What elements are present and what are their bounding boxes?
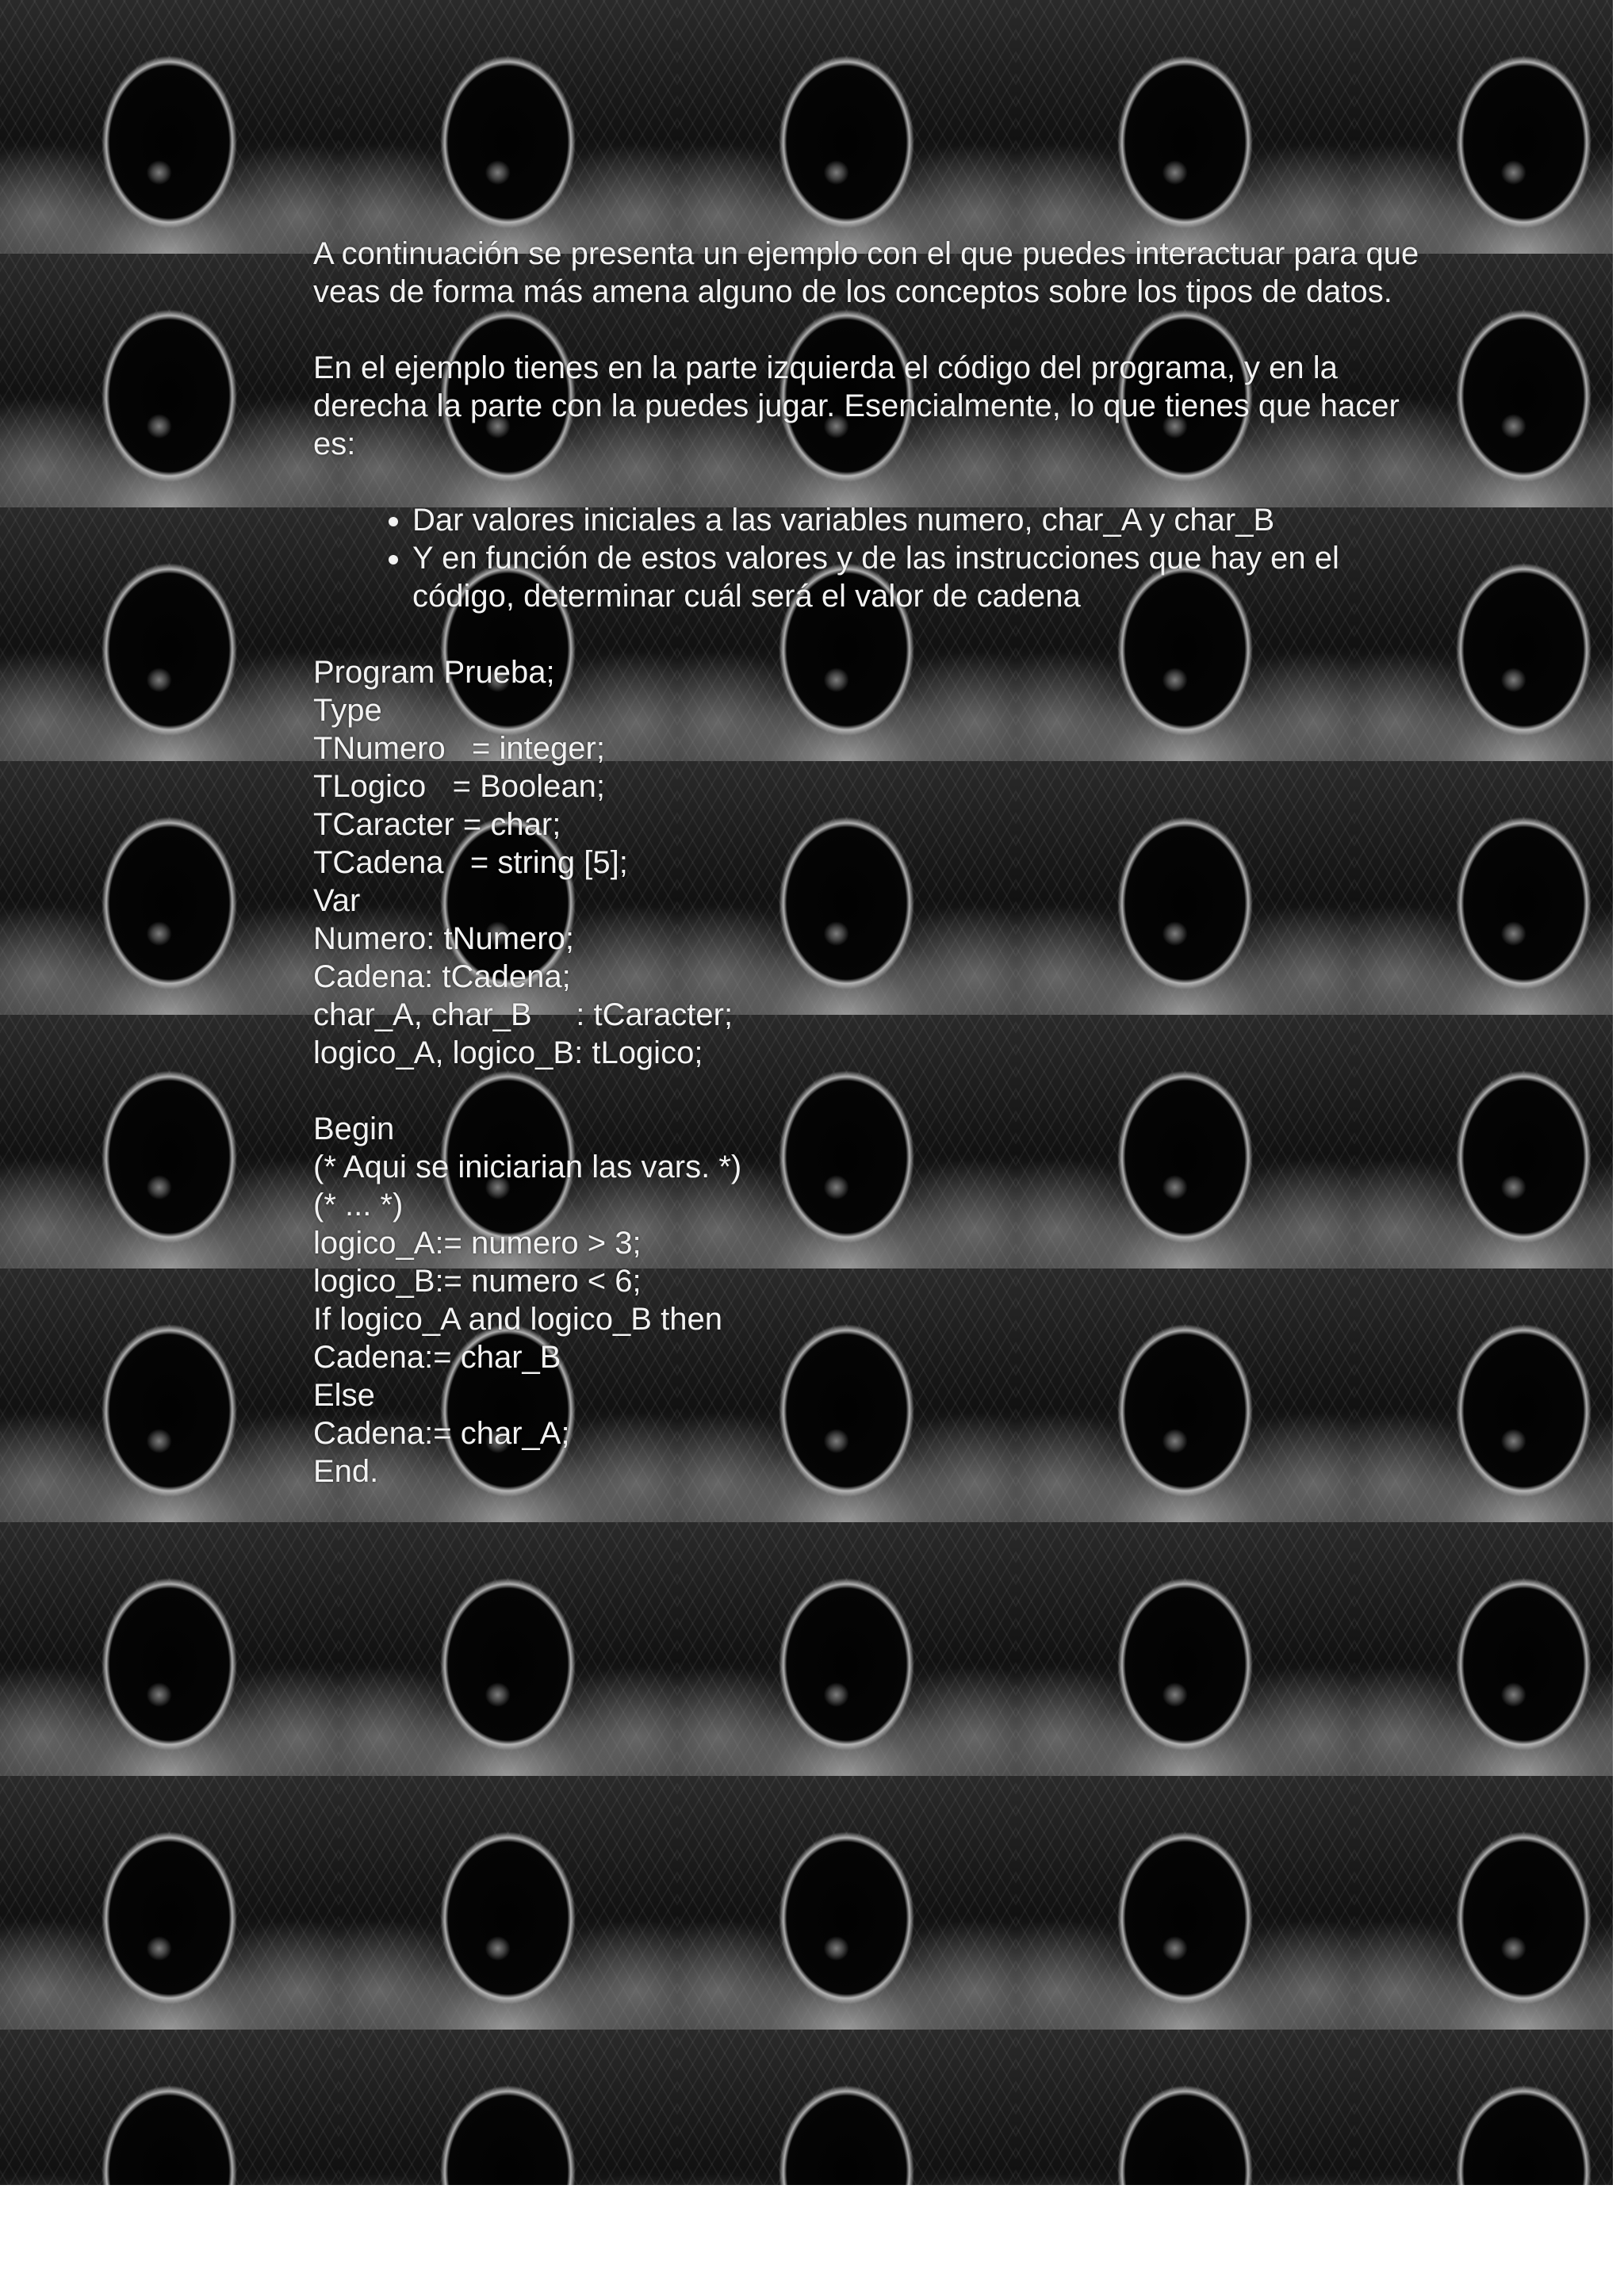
code-line: If logico_A and logico_B then [313, 1302, 722, 1337]
code-line: Type [313, 693, 382, 728]
code-line-blank [313, 1072, 1439, 1110]
code-line: Cadena: tCadena; [313, 959, 571, 994]
intro-paragraph-1: A continuación se presenta un ejemplo con el que puedes interactuar para que veas de forma más amena alguno de los conceptos sobre los tipos de datos. [313, 236, 1419, 309]
code-line: char_A, char_B : tCaracter; [313, 997, 733, 1032]
code-line: TNumero = integer; [313, 731, 605, 766]
code-line: Var [313, 883, 361, 918]
code-line: logico_B:= numero < 6; [313, 1264, 642, 1299]
code-line: TCaracter = char; [313, 807, 561, 842]
code-line: Cadena:= char_B [313, 1340, 561, 1375]
code-line: TLogico = Boolean; [313, 769, 606, 804]
code-line: Program Prueba; [313, 655, 555, 690]
code-line: Begin [313, 1112, 395, 1146]
intro-paragraph-2: En el ejemplo tienes en la parte izquierda el código del programa, y en la derecha la parte con la puedes jugar. Esencialmente, lo que tienes que hacer es: [313, 350, 1400, 461]
step-item: • Dar valores iniciales a las variables numero, char_A y char_B [412, 501, 1439, 539]
code-listing [313, 653, 1439, 1490]
step-item: • Y en función de estos valores y de las instrucciones que hay en el código, determinar cuál será el valor de cadena [412, 539, 1439, 615]
code-line: Cadena:= char_A; [313, 1416, 570, 1451]
paragraph-gap [313, 311, 1439, 349]
code-line: (* ... *) [313, 1188, 404, 1223]
paragraph-gap [313, 615, 1439, 653]
paragraph-gap [313, 463, 1439, 501]
code-line: Else [313, 1378, 375, 1413]
code-line: (* Aqui se iniciarian las vars. *) [313, 1150, 742, 1184]
code-line: Numero: tNumero; [313, 921, 574, 956]
code-line: logico_A, logico_B: tLogico; [313, 1035, 703, 1070]
document-body [313, 235, 1439, 1490]
steps-list [313, 501, 1439, 615]
code-line: TCadena = string [5]; [313, 845, 628, 880]
code-line: logico_A:= numero > 3; [313, 1226, 642, 1261]
code-line: End. [313, 1454, 379, 1489]
